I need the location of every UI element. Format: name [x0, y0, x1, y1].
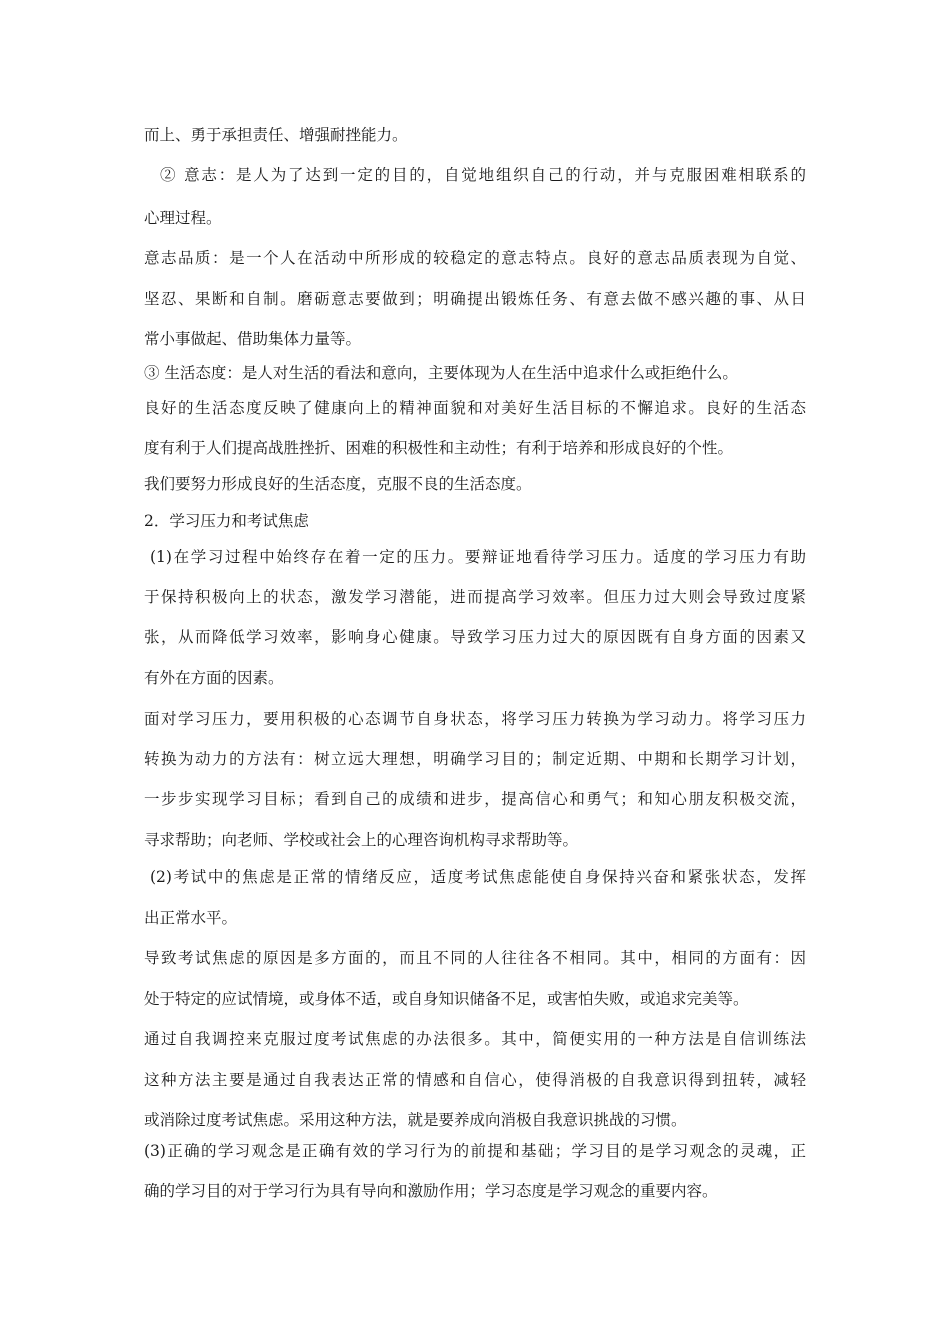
- text-line: (1)在学习过程中始终存在着一定的压力。要辩证地看待学习压力。适度的学习压力有助: [150, 548, 806, 566]
- text-line: 转换为动力的方法有：树立远大理想，明确学习目的；制定近期、中期和长期学习计划，: [144, 750, 806, 768]
- text-line: 有外在方面的因素。: [144, 669, 284, 687]
- text-line: 或消除过度考试焦虑。采用这种方法，就是要养成向消极自我意识挑战的习惯。: [144, 1111, 687, 1129]
- text-line: 张，从而降低学习效率，影响身心健康。导致学习压力过大的原因既有自身方面的因素又: [144, 628, 806, 646]
- text-line: 于保持积极向上的状态，激发学习潜能，进而提高学习效率。但压力过大则会导致过度紧: [144, 588, 806, 606]
- text-line: 度有利于人们提高战胜挫折、困难的积极性和主动性；有利于培养和形成良好的个性。: [144, 439, 734, 457]
- text-line: 而上、勇于承担责任、增强耐挫能力。: [144, 126, 408, 144]
- text-line: 常小事做起、借助集体力量等。: [144, 330, 362, 348]
- text-line: 意志品质：是一个人在活动中所形成的较稳定的意志特点。良好的意志品质表现为自觉、: [144, 249, 806, 267]
- text-line: 处于特定的应试情境，或身体不适，或自身知识储备不足，或害怕失败，或追求完美等。: [144, 990, 749, 1008]
- text-line: 一步步实现学习目标；看到自己的成绩和进步，提高信心和勇气；和知心朋友积极交流，: [144, 790, 806, 808]
- text-line: (2)考试中的焦虑是正常的情绪反应，适度考试焦虑能使自身保持兴奋和紧张状态，发挥: [150, 868, 806, 886]
- text-line: 导致考试焦虑的原因是多方面的，而且不同的人往往各不相同。其中，相同的方面有：因: [144, 949, 806, 967]
- text-line: 心理过程。: [144, 209, 222, 227]
- text-line: 我们要努力形成良好的生活态度，克服不良的生活态度。: [144, 475, 532, 493]
- text-line: 出正常水平。: [144, 909, 238, 927]
- text-line: 良好的生活态度反映了健康向上的精神面貌和对美好生活目标的不懈追求。良好的生活态: [144, 399, 806, 417]
- text-line: 坚忍、果断和自制。磨砺意志要做到；明确提出锻炼任务、有意去做不感兴趣的事、从日: [144, 290, 806, 308]
- text-line: 这种方法主要是通过自我表达正常的情感和自信心，使得消极的自我意识得到扭转，减轻: [144, 1071, 806, 1089]
- text-line: ② 意志：是人为了达到一定的目的，自觉地组织自己的行动，并与克服困难相联系的: [160, 166, 806, 184]
- text-line: (3)正确的学习观念是正确有效的学习行为的前提和基础；学习目的是学习观念的灵魂，正: [144, 1142, 806, 1160]
- section-heading: 2．学习压力和考试焦虑: [144, 512, 309, 530]
- text-line: 面对学习压力，要用积极的心态调节自身状态，将学习压力转换为学习动力。将学习压力: [144, 710, 806, 728]
- text-line: ③ 生活态度：是人对生活的看法和意向，主要体现为人在生活中追求什么或拒绝什么。: [144, 364, 738, 382]
- text-line: 通过自我调控来克服过度考试焦虑的办法很多。其中，简便实用的一种方法是自信训练法: [144, 1030, 806, 1048]
- text-line: 确的学习目的对于学习行为具有导向和激励作用；学习态度是学习观念的重要内容。: [144, 1182, 718, 1200]
- text-line: 寻求帮助；向老师、学校或社会上的心理咨询机构寻求帮助等。: [144, 831, 579, 849]
